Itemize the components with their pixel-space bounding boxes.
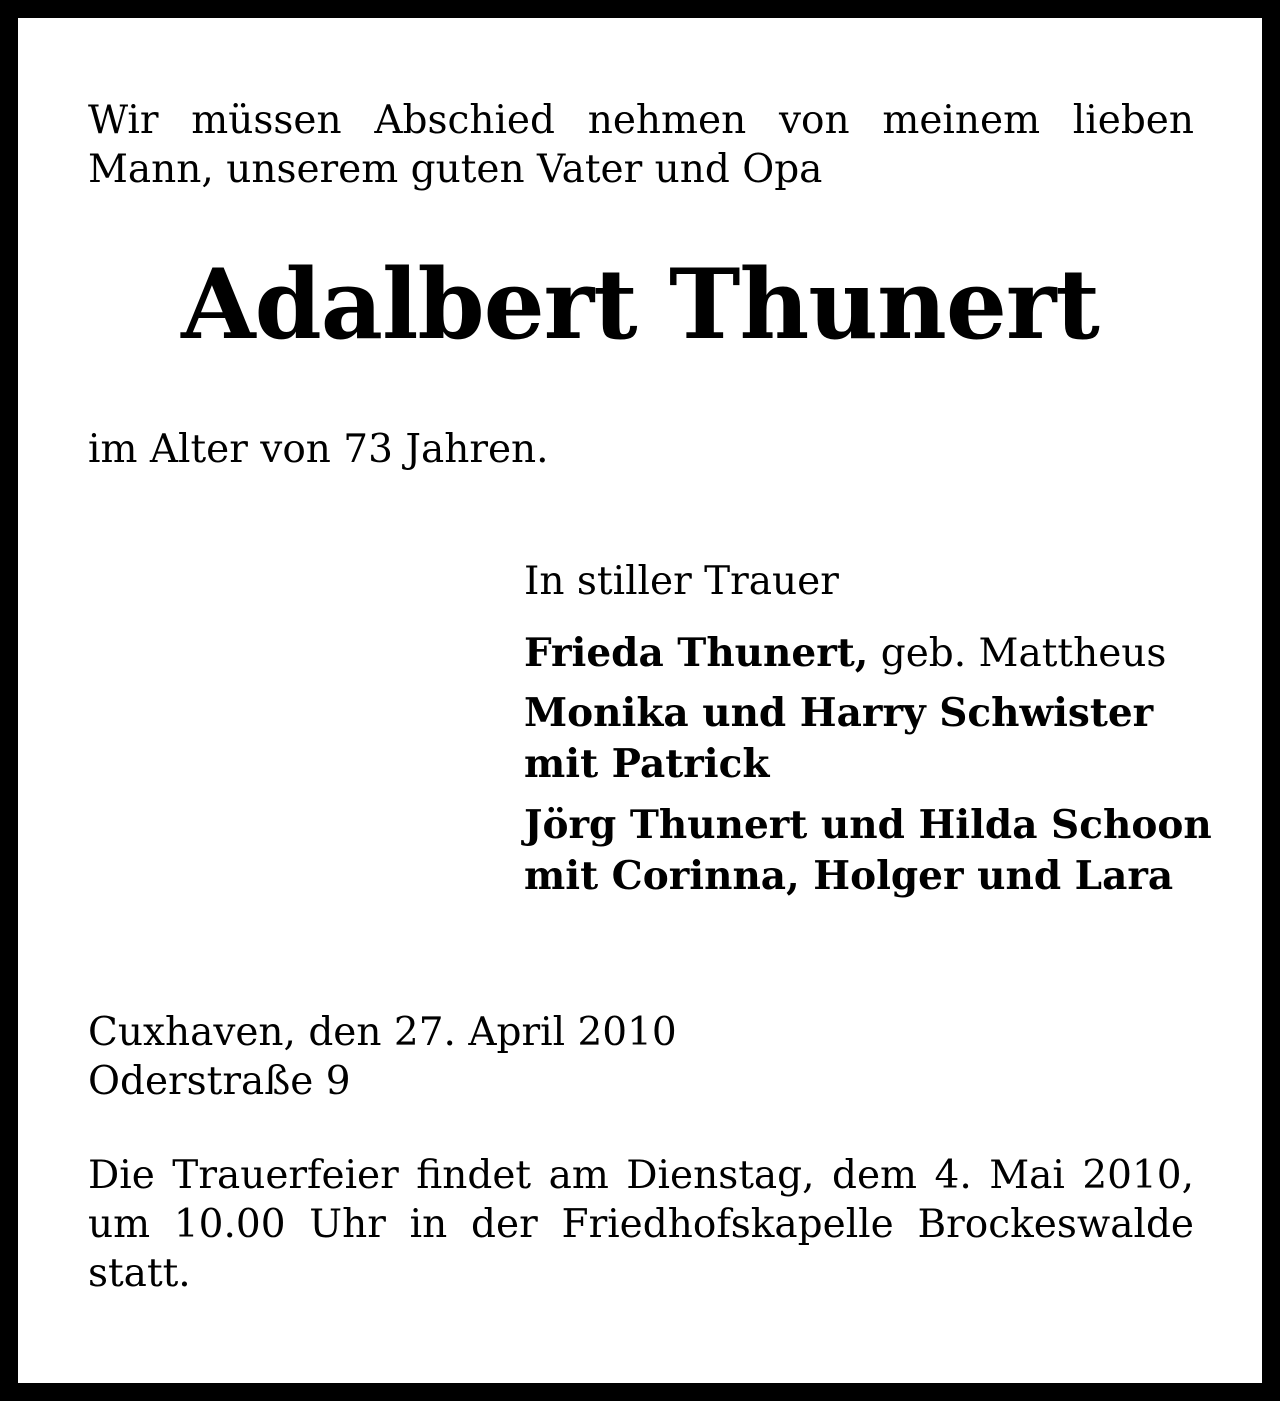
mourning-heading: In stiller Trauer	[524, 559, 839, 604]
place-date: Cuxhaven, den 27. April 2010	[88, 1010, 677, 1055]
ceremony-line-2: um 10.00 Uhr in der Friedhofskapelle Brockeswalde	[88, 1202, 1194, 1247]
intro-text	[88, 96, 1194, 194]
mourner-name: Frieda Thunert,	[524, 630, 869, 676]
ceremony-line-3: statt.	[88, 1251, 191, 1296]
intro-line-2: Mann, unserem guten Vater und Opa	[88, 147, 823, 192]
mourner-line: Monika und Harry Schwister	[524, 690, 1154, 736]
place-and-address	[88, 1008, 1194, 1106]
mourner-entry	[524, 800, 1212, 902]
mourner-entry	[524, 688, 1204, 790]
mourner-line: Jörg Thunert und Hilda Schoon	[524, 802, 1212, 848]
mourner-entry	[524, 628, 1204, 679]
mourner-birth-name: geb. Mattheus	[868, 631, 1167, 676]
deceased-name: Adalbert Thunert	[181, 248, 1099, 361]
mourner-line: mit Patrick	[524, 741, 770, 787]
age-text: im Alter von 73 Jahren.	[88, 427, 549, 472]
intro-line-1: Wir müssen Abschied nehmen von meinem lieben	[88, 98, 1194, 143]
ceremony-line-1: Die Trauerfeier findet am Dienstag, dem 4. Mai 2010,	[88, 1153, 1194, 1198]
ceremony-info	[88, 1151, 1194, 1298]
mourner-line: mit Corinna, Holger und Lara	[524, 853, 1174, 899]
address: Oderstraße 9	[88, 1059, 351, 1104]
